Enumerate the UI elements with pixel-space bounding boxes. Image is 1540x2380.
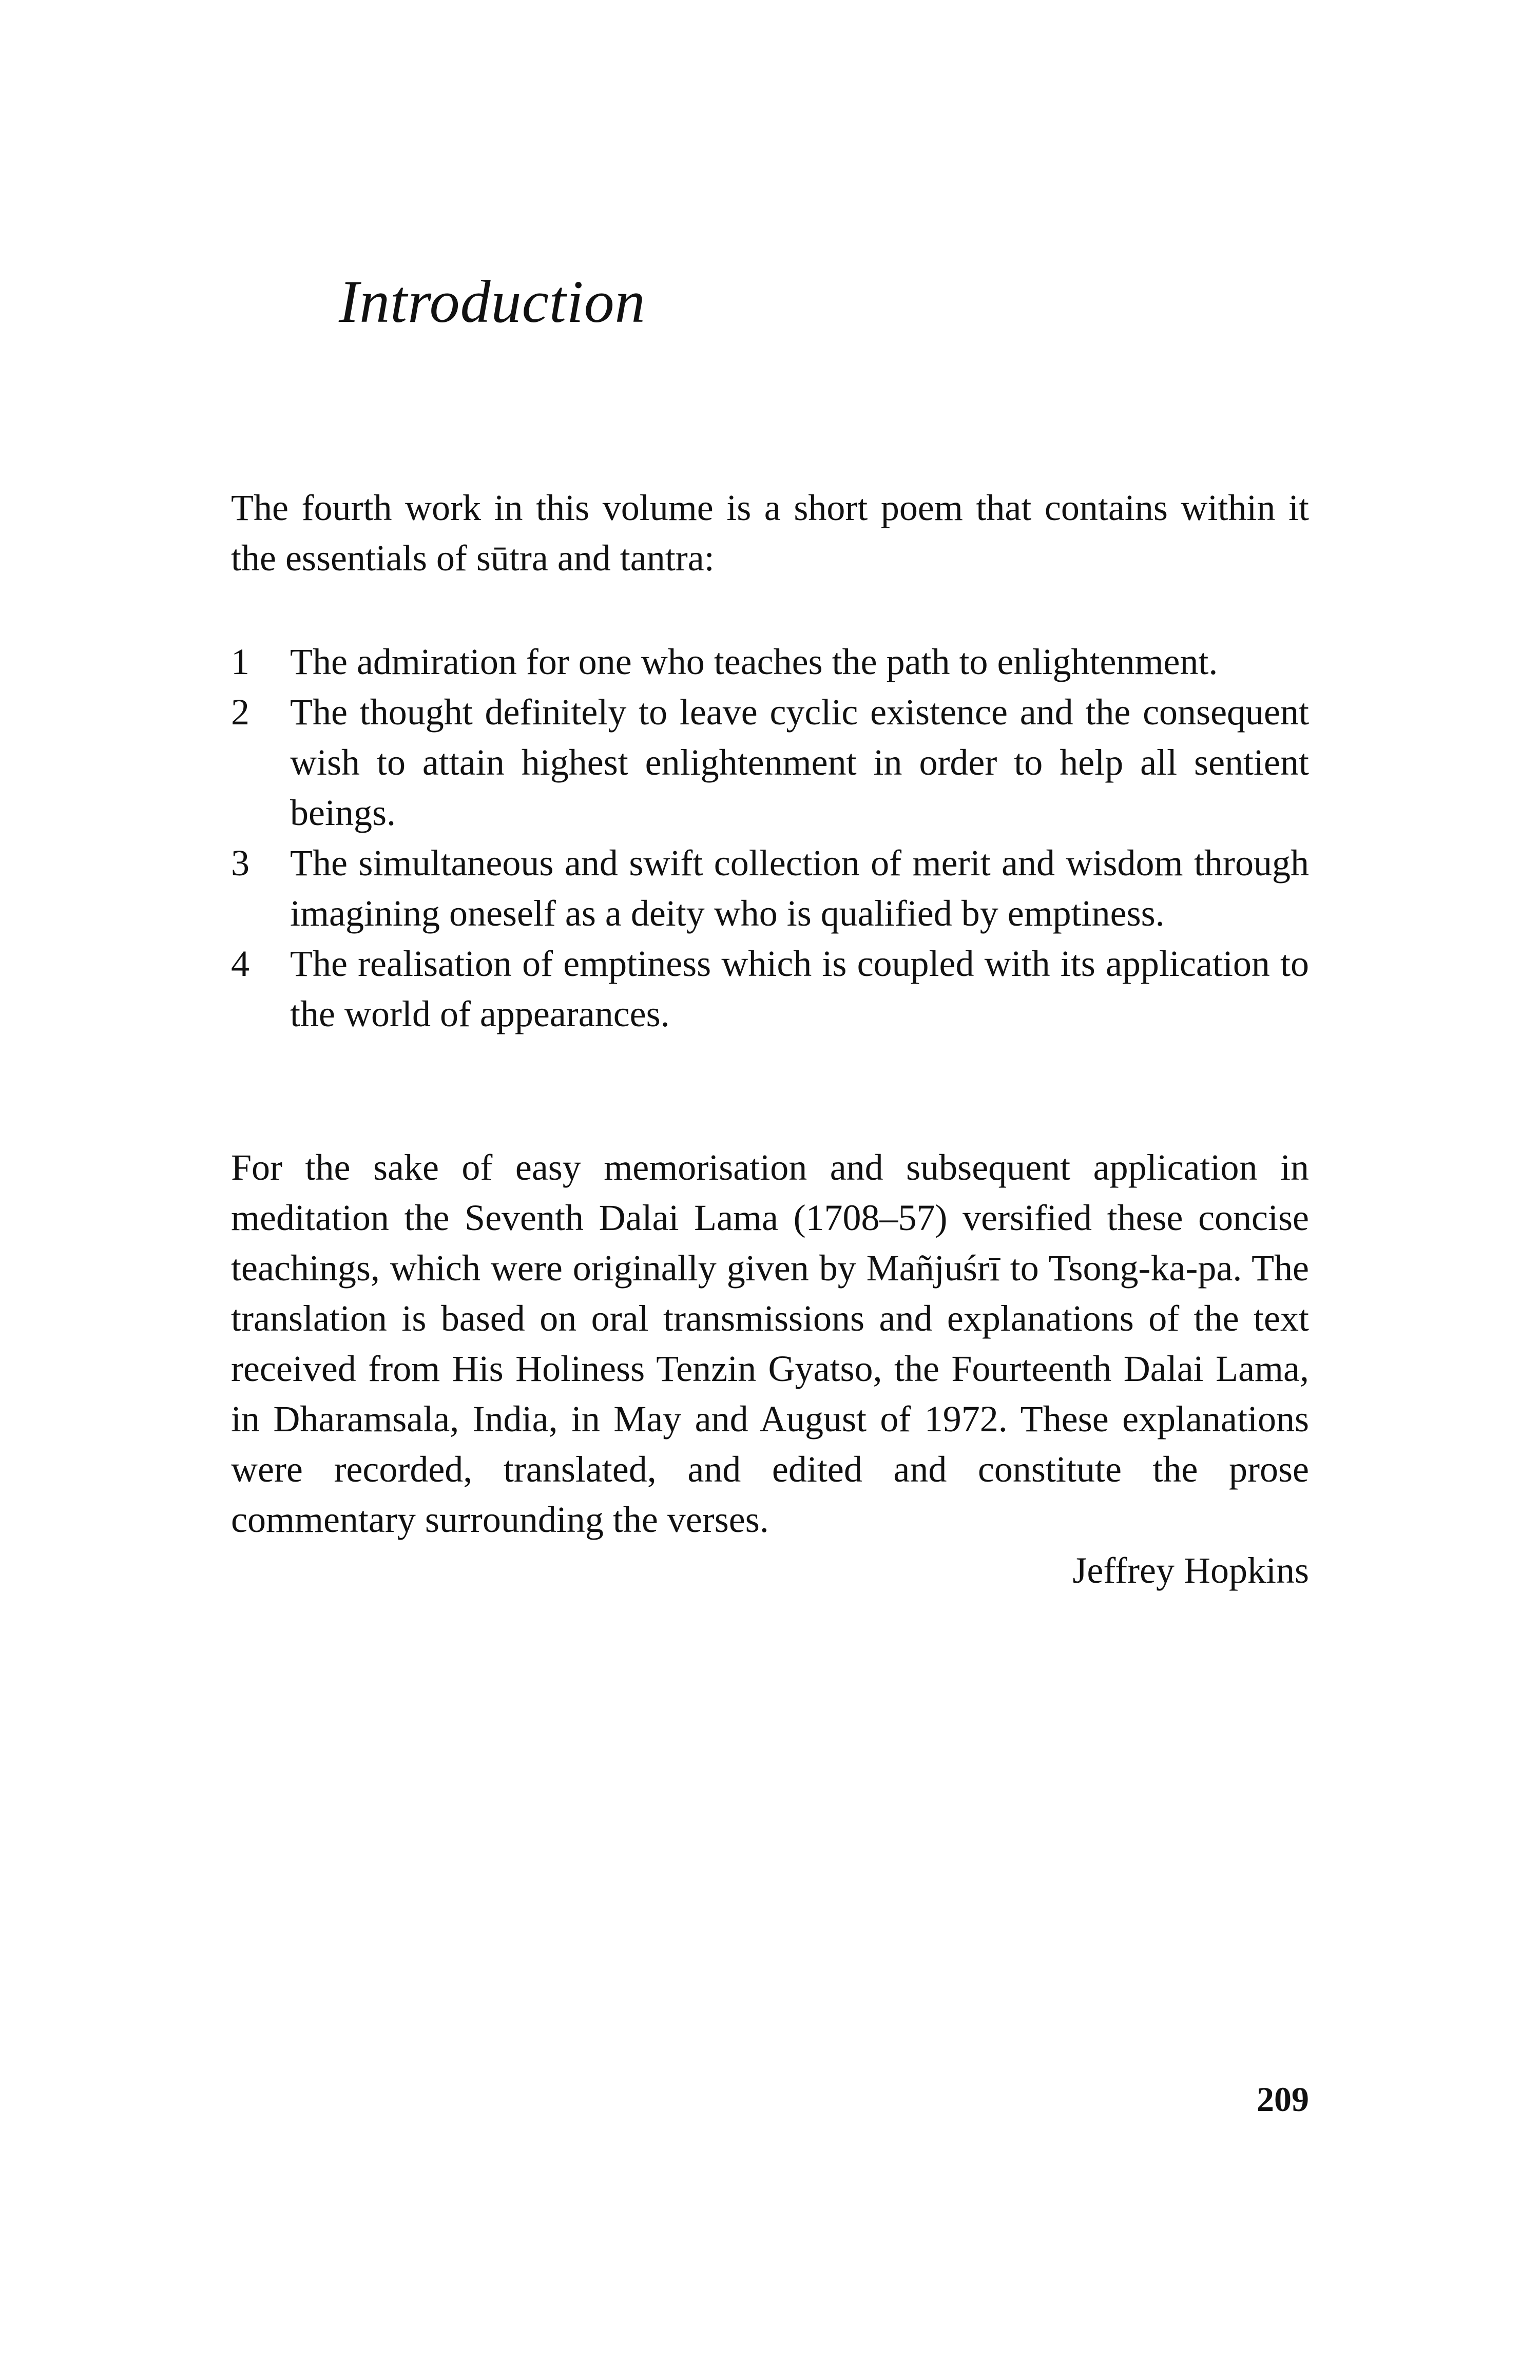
- list-item: [231, 687, 1309, 838]
- list-item-text: The admiration for one who teaches the path to enlightenment.: [290, 641, 1218, 682]
- numbered-list: [231, 637, 1309, 1039]
- list-item-number: 4: [231, 943, 249, 984]
- list-item-text: The thought definitely to leave cyclic existence and the consequent wish to attain highest enlightenment in order to help all sentient beings.: [290, 692, 1309, 833]
- list-item: [231, 838, 1309, 938]
- page-number: 209: [1257, 2080, 1309, 2119]
- list-item-text: The realisation of emptiness which is coupled with its application to the world of appearances.: [290, 943, 1309, 1034]
- list-item-text: The simultaneous and swift collection of merit and wisdom through imagining oneself as a deity who is qualified by emptiness.: [290, 842, 1309, 934]
- intro-paragraph: The fourth work in this volume is a short poem that contains within it the essentials of sūtra and tantra:: [231, 487, 1309, 579]
- author-signature: Jeffrey Hopkins: [1072, 1550, 1309, 1591]
- list-item: [231, 637, 1309, 687]
- body-paragraph: For the sake of easy memorisation and subsequent application in meditation the Seventh Dalai Lama (1708–57) versified these concise teachings, which were originally given by Mañjuśrī to Tsong-ka-pa. The translation is based on oral transmissions and explanations of the text received from His Holiness Tenzin Gyatso, the Fourteenth Dalai Lama, in Dharamsala, India, in May and August of 1972. These explanations were recorded, translated, and edited and constitute the prose commentary surrounding the verses.: [231, 1147, 1309, 1540]
- list-item-number: 2: [231, 692, 249, 733]
- list-item: [231, 938, 1309, 1039]
- page-title: Introduction: [339, 268, 646, 335]
- list-item-number: 3: [231, 842, 249, 884]
- list-item-number: 1: [231, 641, 249, 682]
